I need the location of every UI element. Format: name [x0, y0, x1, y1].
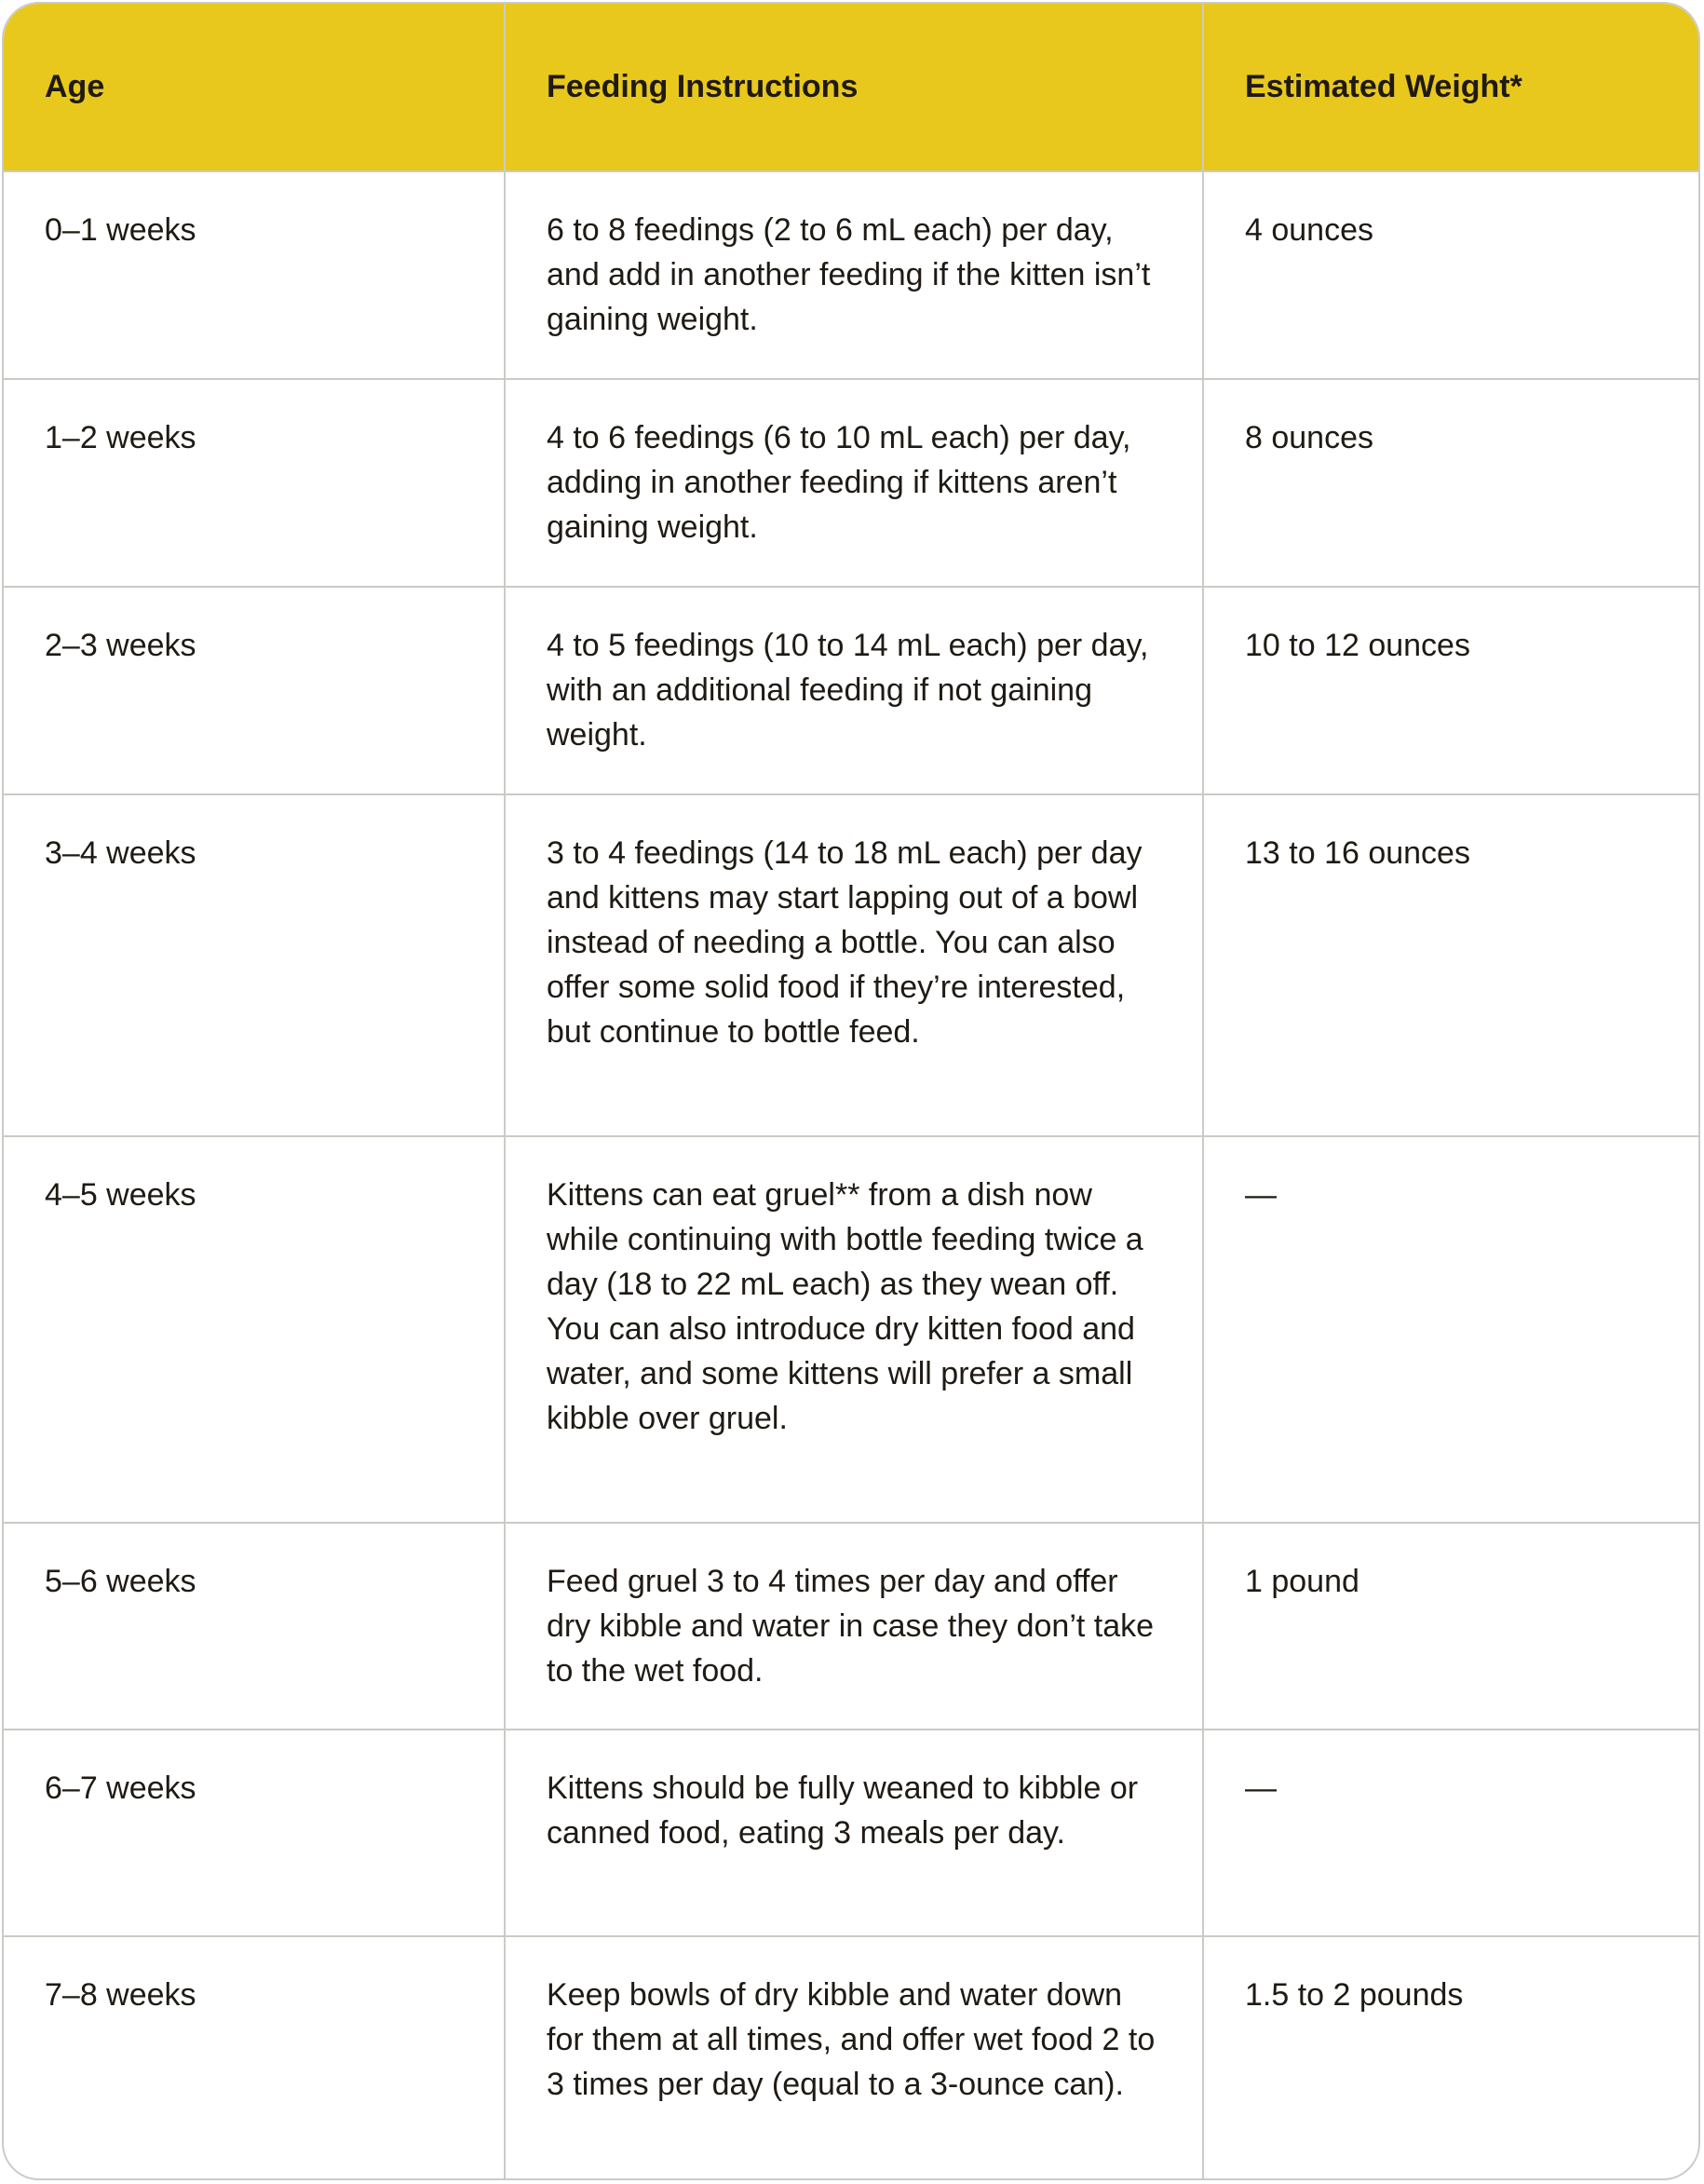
table-row	[4, 1730, 1698, 1936]
feeding-cell: 6 to 8 feedings (2 to 6 mL each) per day, and add in another feeding if the kitten isn’t gaining weight.	[505, 171, 1203, 379]
weight-cell: —	[1203, 1730, 1698, 1936]
age-cell: 2–3 weeks	[4, 587, 505, 794]
table-row	[4, 171, 1698, 379]
table-row	[4, 1136, 1698, 1523]
age-cell: 1–2 weeks	[4, 379, 505, 587]
weight-cell: —	[1203, 1136, 1698, 1523]
weight-cell: 4 ounces	[1203, 171, 1698, 379]
age-cell: 7–8 weeks	[4, 1936, 505, 2180]
feeding-cell: 3 to 4 feedings (14 to 18 mL each) per day and kittens may start lapping out of a bowl instead of needing a bottle. You can also offer some solid food if they’re interested, but continue to bottle feed.	[505, 794, 1203, 1136]
header-estimated-weight: Estimated Weight*	[1203, 4, 1698, 171]
age-cell: 6–7 weeks	[4, 1730, 505, 1936]
age-cell: 5–6 weeks	[4, 1523, 505, 1730]
age-cell: 3–4 weeks	[4, 794, 505, 1136]
feeding-cell: Feed gruel 3 to 4 times per day and offer dry kibble and water in case they don’t take to the wet food.	[505, 1523, 1203, 1730]
feeding-cell: 4 to 6 feedings (6 to 10 mL each) per day, adding in another feeding if kittens aren’t gaining weight.	[505, 379, 1203, 587]
table-row	[4, 379, 1698, 587]
weight-cell: 1.5 to 2 pounds	[1245, 1977, 1464, 2013]
weight-cell: 8 ounces	[1203, 379, 1698, 587]
feeding-cell: Keep bowls of dry kibble and water down for them at all times, and offer wet food 2 to 3 times per day (equal to a 3-ounce can).	[505, 1936, 1203, 2180]
table-row	[4, 794, 1698, 1136]
feeding-table-container	[2, 2, 1700, 2180]
feeding-cell: 4 to 5 feedings (10 to 14 mL each) per day, with an additional feeding if not gaining weight.	[505, 587, 1203, 794]
weight-cell: 10 to 12 ounces	[1203, 587, 1698, 794]
kitten-feeding-table	[4, 4, 1698, 2180]
weight-cell: 13 to 16 ounces	[1203, 794, 1698, 1136]
feeding-cell: Kittens can eat gruel** from a dish now while continuing with bottle feeding twice a day (18 to 22 mL each) as they wean off. You can also introduce dry kitten food and water, and some kittens will prefer a small kibble over gruel.	[505, 1136, 1203, 1523]
feeding-cell: Kittens should be fully weaned to kibble or canned food, eating 3 meals per day.	[505, 1730, 1203, 1936]
header-feeding-instructions: Feeding Instructions	[505, 4, 1203, 171]
table-row	[4, 1523, 1698, 1730]
age-cell: 4–5 weeks	[4, 1136, 505, 1523]
table-row	[4, 587, 1698, 794]
age-cell: 0–1 weeks	[4, 171, 505, 379]
header-age: Age	[4, 4, 505, 171]
table-header-row	[4, 4, 1698, 171]
weight-cell: 1 pound	[1203, 1523, 1698, 1730]
table-row	[4, 1936, 1698, 2180]
